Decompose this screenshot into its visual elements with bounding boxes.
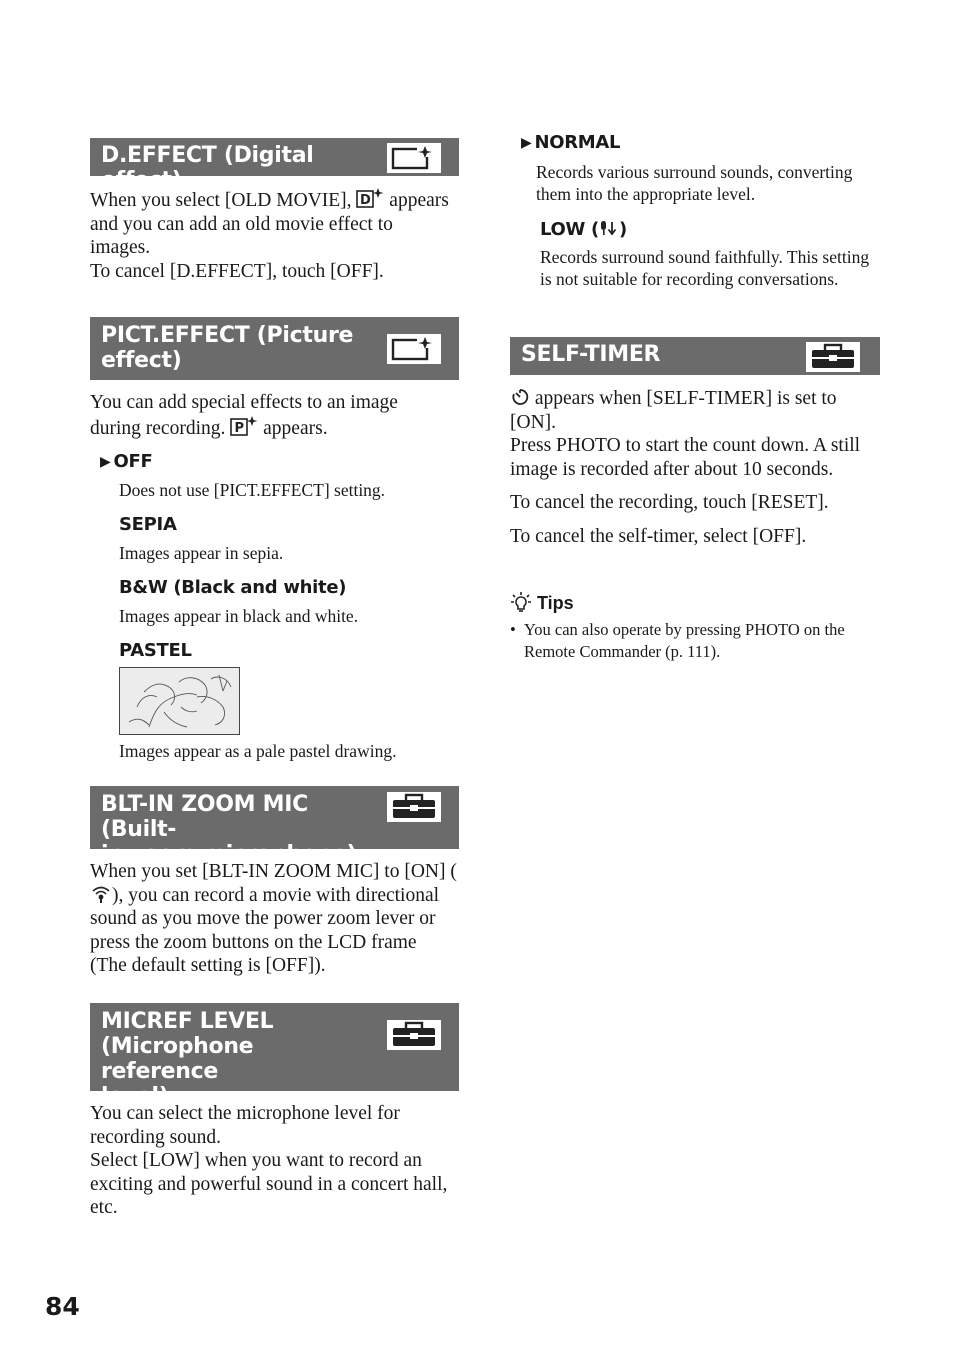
section-header-self-timer <box>510 337 880 375</box>
lightbulb-icon <box>510 591 532 613</box>
section-title-line-1: BLT-IN ZOOM MIC (Built- <box>101 792 308 842</box>
zoom-mic-paragraph <box>90 860 458 978</box>
svg-text:D: D <box>360 193 372 208</box>
pict-intro-paragraph <box>90 391 450 440</box>
section-title-line-1: PICT.EFFECT (Picture <box>101 323 354 348</box>
option-sepia-desc: Images appear in sepia. <box>119 543 284 563</box>
option-off-desc: Does not use [PICT.EFFECT] setting. <box>119 480 386 500</box>
section-title-line-2: (Microphone reference <box>101 1034 254 1084</box>
section-header-micref <box>90 1003 459 1109</box>
option-label-a: LOW ( <box>540 219 599 240</box>
pastel-sample-image <box>119 667 240 735</box>
option-pastel-label: PASTEL <box>119 640 192 661</box>
section-title <box>101 323 371 373</box>
option-bw-desc: Images appear in black and white. <box>119 606 359 626</box>
option-pastel-desc: Images appear as a pale pastel drawing. <box>119 741 397 761</box>
zoom-mic-text-b: ), you can record a movie with directional sound as you move the power zoom lever or press the zoom buttons on the LCD frame (The default setting is [OFF]). <box>90 884 440 976</box>
pict-intro-a: You can add special effects to an image during recording. <box>90 392 398 439</box>
option-low-label <box>540 218 627 241</box>
section-title-line-3: level) <box>101 1084 169 1109</box>
bullet: • <box>510 620 516 639</box>
section-title-line-1: MICREF LEVEL <box>101 1009 274 1034</box>
tips-item-text: You can also operate by pressing PHOTO on the Remote Commander (p. 111). <box>524 620 845 661</box>
section-header-pict-effect <box>90 317 459 380</box>
svg-text:P: P <box>234 420 245 436</box>
section-header-zoom-mic <box>90 786 459 867</box>
option-low-desc: Records surround sound faithfully. This setting is not suitable for recording conversations. <box>540 247 870 289</box>
option-normal-label <box>521 132 620 155</box>
option-bw-label: B&W (Black and white) <box>119 577 347 598</box>
section-title: D.EFFECT (Digital effect) <box>101 143 314 193</box>
micref-text-1: You can select the microphone level for recording sound. <box>90 1103 400 1148</box>
self-timer-icon <box>510 387 530 407</box>
tips-heading-text: Tips <box>537 593 574 613</box>
micref-text-2: Select [LOW] when you want to record an exciting and powerful sound in a concert hall, etc. <box>90 1150 448 1218</box>
page-number: 84 <box>45 1292 80 1321</box>
section-title-line-2: effect) <box>101 348 182 373</box>
option-label-b: ) <box>618 219 627 240</box>
self-timer-text-3: To cancel the recording, touch [RESET]. <box>510 492 829 513</box>
toolbox-icon <box>387 1020 441 1050</box>
zoom-mic-text-a: When you set [BLT-IN ZOOM MIC] to [ON] ( <box>90 861 457 882</box>
tips-heading <box>510 591 574 614</box>
self-timer-text-1: appears when [SELF-TIMER] is set to [ON]. <box>510 388 837 433</box>
micref-paragraph <box>90 1102 455 1220</box>
section-title <box>101 1009 371 1109</box>
section-title: SELF-TIMER <box>521 342 661 367</box>
old-movie-icon <box>356 187 384 209</box>
self-timer-text-2: Press PHOTO to start the count down. A still image is recorded after about 10 seconds. <box>510 435 861 480</box>
option-label: NORMAL <box>534 132 621 153</box>
self-timer-paragraph <box>510 387 875 548</box>
deffect-text-a: When you select [OLD MOVIE], <box>90 190 352 211</box>
default-arrow-icon: ▶ <box>100 454 111 470</box>
camera-settings-icon <box>387 334 441 364</box>
zoom-mic-icon <box>90 884 112 904</box>
self-timer-text-4: To cancel the self-timer, select [OFF]. <box>510 525 807 547</box>
option-label: OFF <box>113 451 153 472</box>
toolbox-icon <box>387 792 441 822</box>
deffect-paragraph <box>90 187 450 283</box>
pict-intro-b: appears. <box>263 417 328 439</box>
section-header-deffect <box>90 138 459 193</box>
option-off-label <box>100 451 152 474</box>
mic-low-icon <box>599 218 619 238</box>
deffect-cancel-text: To cancel [D.EFFECT], touch [OFF]. <box>90 260 384 282</box>
camera-settings-icon <box>387 143 441 173</box>
default-arrow-icon: ▶ <box>521 135 532 151</box>
picture-effect-icon <box>230 415 258 437</box>
deffect-text-b: appears and you can add an old movie effect to images. <box>90 190 449 258</box>
section-title-line-2: in zoom microphone) <box>101 842 357 867</box>
toolbox-icon <box>806 342 860 372</box>
option-normal-desc: Records various surround sounds, converting them into the appropriate level. <box>536 162 853 204</box>
section-title <box>101 792 371 867</box>
option-sepia-label: SEPIA <box>119 514 177 535</box>
